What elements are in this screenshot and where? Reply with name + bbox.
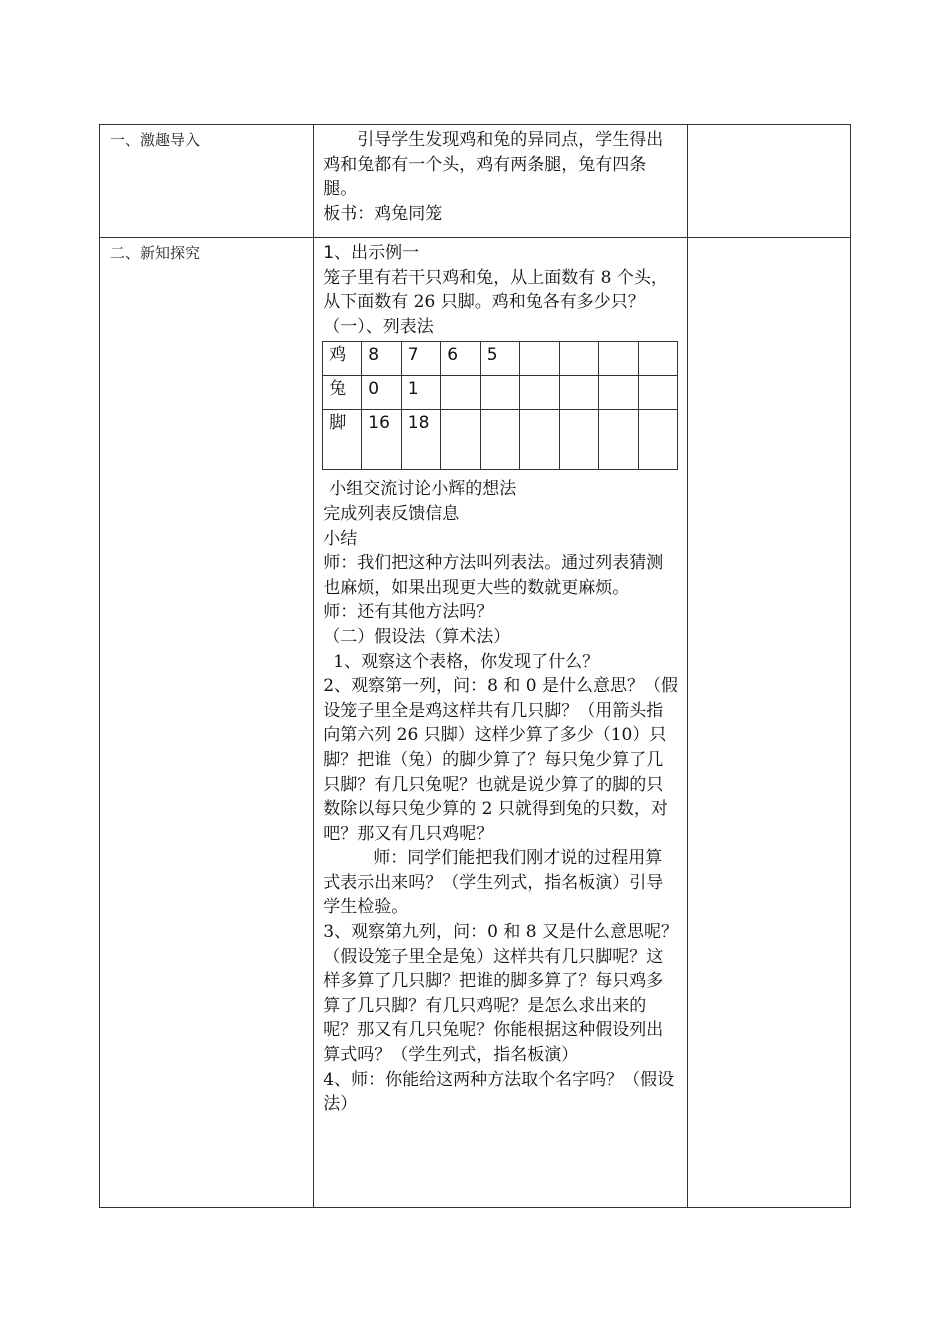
table-cell [441,410,481,470]
step-3: 3、观察第九列，问：0 和 8 又是什么意思呢？（假设笼子里全是兔）这样共有几只脚呢？这样多算了几只脚？把谁的脚多算了？每只鸡多算了几只脚？有几只鸡呢？是怎么求出来的呢？那又有几只兔呢？你能根据这种假设列出算式吗？（学生列式，指名板演） [323,922,678,1066]
group-discussion: 小组交流讨论小辉的想法 [329,479,517,500]
section-row-intro [100,125,851,238]
method-list-heading: （一）、列表法 [323,316,434,337]
table-row [323,376,678,410]
stage-label: 一、激趣导入 [110,131,201,149]
table-cell: 18 [401,410,441,470]
table-cell [599,410,639,470]
board-writing: 板书：鸡兔同笼 [323,203,443,224]
table-cell [480,376,520,410]
table-cell: 0 [362,376,402,410]
table-cell [638,342,678,376]
section-content [314,125,686,226]
complete-table: 完成列表反馈信息 [323,503,460,524]
table-cell [480,410,520,470]
stage-label: 二、新知探究 [110,244,201,262]
row-label: 脚 [323,410,362,470]
teacher-question: 师：还有其他方法吗？ [323,602,494,623]
table-cell [599,342,639,376]
table-cell [441,376,481,410]
step-4: 4、师：你能给这两种方法取个名字吗？（假设法） [323,1069,675,1115]
table-cell [559,376,599,410]
table-row [323,342,678,376]
table-cell: 1 [401,376,441,410]
table-cell: 7 [401,342,441,376]
row-label: 兔 [323,376,362,410]
table-cell [638,410,678,470]
table-cell [599,376,639,410]
section-content [314,238,686,339]
table-cell [559,342,599,376]
lesson-plan-page [99,124,851,1208]
example-title: 1、出示例一 [323,243,420,263]
guess-table [322,341,678,470]
teacher-line: 师：我们把这种方法叫列表法。通过列表猜测也麻烦，如果出现更大些的数就更麻烦。 [323,553,664,598]
table-cell [520,410,560,470]
method-assume-heading: （二）假设法（算术法） [323,626,511,647]
teacher-prompt: 师：同学们能把我们刚才说的过程用算式表示出来吗？（学生列式，指名板演）引导学生检验。 [323,848,664,918]
step-1: 1、观察这个表格，你发现了什么？ [333,651,600,672]
table-cell: 6 [441,342,481,376]
notes-cell [687,125,850,238]
table-cell: 8 [362,342,402,376]
table-row [323,410,678,470]
step-2: 2、观察第一列，问：8 和 0 是什么意思？（假设笼子里全是鸡这样共有几只脚？（用箭头指向第六列 26 只脚）这样少算了多少（10）只脚？把谁（兔）的脚少算了？每只兔少算了几只脚？有几只兔呢？也就是说少算了的脚的只数除以每只兔少算的 2 只就得到兔的只数，对吧？那又有几只鸡呢？ [323,676,678,844]
notes-cell [687,238,850,1208]
table-cell [520,376,560,410]
row-label: 鸡 [323,342,362,376]
table-cell: 16 [362,410,402,470]
section-content-continued [314,474,686,1116]
intro-paragraph: 引导学生发现鸡和兔的异同点，学生得出鸡和兔都有一个头，鸡有两条腿，兔有四条腿。 [323,130,664,200]
table-cell: 5 [480,342,520,376]
table-cell [520,342,560,376]
table-cell [638,376,678,410]
problem-text: 笼子里有若干只鸡和兔，从上面数有 8 个头，从下面数有 26 只脚。鸡和兔各有多少只？ [323,267,668,313]
table-cell [559,410,599,470]
lesson-plan-table [99,124,851,1208]
section-row-explore [100,238,851,1208]
summary-heading: 小结 [323,528,358,549]
